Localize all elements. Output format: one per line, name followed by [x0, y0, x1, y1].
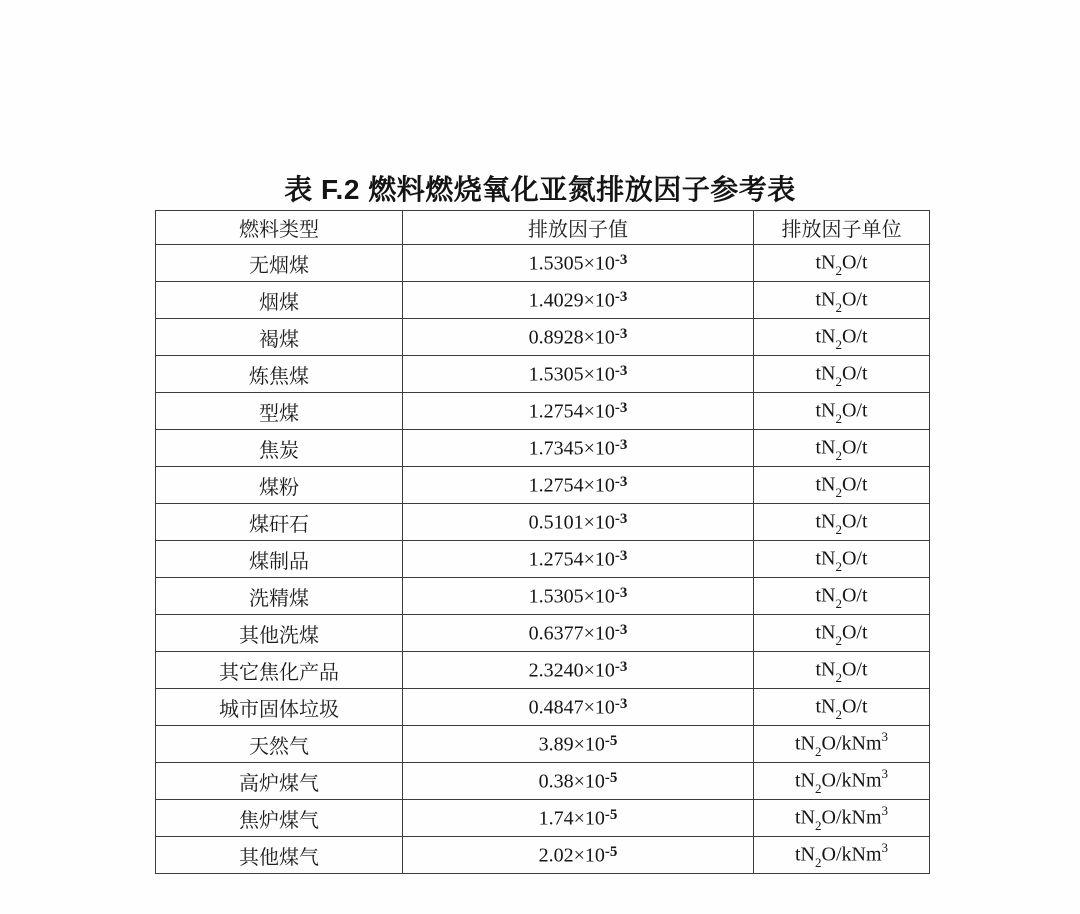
- fuel-type-cell: [156, 356, 403, 393]
- emission-value-cell: [403, 837, 754, 874]
- table-row: [156, 689, 930, 726]
- fuel-type-cell: [156, 837, 403, 874]
- unit-subscript: 2: [835, 707, 842, 723]
- emission-unit-cell: [754, 356, 930, 393]
- fuel-type-label: 焦炉煤气: [239, 809, 319, 832]
- table-row: [156, 652, 930, 689]
- unit-prefix: tN: [815, 362, 836, 385]
- unit-superscript: 3: [881, 765, 888, 781]
- unit-prefix: tN: [815, 473, 836, 496]
- emission-unit-cell: [754, 245, 930, 282]
- table-row: [156, 467, 930, 504]
- header-emission-value: 排放因子值: [403, 211, 754, 245]
- emission-value-exponent: -3: [614, 289, 628, 306]
- unit-prefix: tN: [815, 584, 836, 607]
- table-header: [156, 211, 930, 245]
- fuel-type-label: 其它焦化产品: [219, 661, 339, 684]
- emission-value-base: 0.38×10: [538, 770, 605, 793]
- unit-suffix: O/t: [841, 436, 868, 459]
- emission-value-cell: [403, 430, 754, 467]
- header-emission-unit: 排放因子单位: [754, 211, 930, 245]
- unit-subscript: 2: [835, 411, 842, 427]
- table-row: [156, 319, 930, 356]
- fuel-type-cell: [156, 652, 403, 689]
- unit-suffix: O/t: [841, 288, 868, 311]
- fuel-type-label: 煤矸石: [249, 513, 309, 536]
- unit-suffix: O/t: [841, 325, 868, 348]
- emission-unit-cell: [754, 282, 930, 319]
- fuel-type-label: 城市固体垃圾: [219, 698, 339, 721]
- fuel-type-cell: [156, 689, 403, 726]
- unit-prefix: tN: [795, 732, 815, 755]
- unit-suffix: O/kNm: [821, 843, 882, 866]
- unit-subscript: 2: [835, 633, 842, 649]
- unit-suffix: O/t: [841, 621, 868, 644]
- emission-value-cell: [403, 615, 754, 652]
- unit-subscript: 2: [815, 818, 822, 834]
- table-row: [156, 245, 930, 282]
- emission-value-base: 1.2754×10: [528, 548, 615, 571]
- emission-value-exponent: -3: [614, 585, 628, 602]
- fuel-type-label: 煤制品: [249, 550, 309, 573]
- emission-value-cell: [403, 652, 754, 689]
- emission-value-exponent: -3: [614, 437, 628, 454]
- emission-value-base: 1.74×10: [538, 807, 605, 830]
- emission-value-base: 0.6377×10: [528, 622, 615, 645]
- table-row: [156, 430, 930, 467]
- emission-value-exponent: -3: [614, 511, 628, 528]
- unit-subscript: 2: [835, 448, 842, 464]
- emission-unit-cell: [754, 578, 930, 615]
- fuel-type-label: 高炉煤气: [239, 772, 319, 795]
- table-row: [156, 504, 930, 541]
- unit-subscript: 2: [815, 744, 822, 760]
- unit-subscript: 2: [815, 855, 822, 871]
- unit-suffix: O/t: [841, 399, 868, 422]
- header-fuel-type: 燃料类型: [156, 211, 403, 245]
- table-row: [156, 615, 930, 652]
- unit-prefix: tN: [815, 658, 836, 681]
- emission-value-cell: [403, 726, 754, 763]
- emission-value-base: 1.5305×10: [528, 363, 615, 386]
- unit-suffix: O/t: [841, 658, 868, 681]
- fuel-type-cell: [156, 800, 403, 837]
- fuel-type-cell: [156, 245, 403, 282]
- emission-value-base: 1.2754×10: [528, 474, 615, 497]
- unit-suffix: O/kNm: [821, 806, 882, 829]
- fuel-type-label: 其他煤气: [239, 846, 319, 869]
- unit-prefix: tN: [815, 436, 836, 459]
- fuel-type-cell: [156, 319, 403, 356]
- table-row: [156, 837, 930, 874]
- unit-subscript: 2: [815, 781, 822, 797]
- emission-value-base: 0.4847×10: [528, 696, 615, 719]
- unit-subscript: 2: [835, 559, 842, 575]
- unit-prefix: tN: [815, 399, 836, 422]
- fuel-type-cell: [156, 393, 403, 430]
- table-title: 表 F.2 燃料燃烧氧化亚氮排放因子参考表: [284, 174, 796, 205]
- table-body: [156, 245, 930, 874]
- fuel-type-cell: [156, 282, 403, 319]
- unit-suffix: O/t: [841, 547, 868, 570]
- emission-unit-cell: [754, 726, 930, 763]
- unit-prefix: tN: [815, 621, 836, 644]
- emission-unit-cell: [754, 689, 930, 726]
- fuel-type-cell: [156, 541, 403, 578]
- fuel-type-label: 褐煤: [259, 328, 299, 351]
- table-row: [156, 393, 930, 430]
- emission-value-exponent: -3: [614, 474, 628, 491]
- emission-value-cell: [403, 393, 754, 430]
- unit-prefix: tN: [815, 288, 836, 311]
- emission-value-base: 1.2754×10: [528, 400, 615, 423]
- emission-value-base: 0.8928×10: [528, 326, 615, 349]
- emission-value-exponent: -5: [604, 770, 618, 787]
- emission-value-base: 1.4029×10: [528, 289, 615, 312]
- unit-prefix: tN: [795, 806, 815, 829]
- emission-value-exponent: -3: [614, 363, 628, 380]
- emission-value-base: 3.89×10: [538, 733, 605, 756]
- emission-unit-cell: [754, 541, 930, 578]
- emission-value-exponent: -3: [614, 548, 628, 565]
- unit-suffix: O/t: [841, 584, 868, 607]
- emission-value-cell: [403, 800, 754, 837]
- unit-superscript: 3: [881, 802, 888, 818]
- emission-value-base: 2.3240×10: [528, 659, 615, 682]
- emission-value-cell: [403, 578, 754, 615]
- unit-superscript: 3: [881, 728, 888, 744]
- header-row: [156, 211, 930, 245]
- emission-value-exponent: -3: [614, 252, 628, 269]
- unit-prefix: tN: [815, 695, 836, 718]
- unit-prefix: tN: [815, 325, 836, 348]
- emission-value-cell: [403, 504, 754, 541]
- fuel-type-label: 型煤: [259, 402, 299, 425]
- table-row: [156, 356, 930, 393]
- emission-unit-cell: [754, 430, 930, 467]
- emission-value-cell: [403, 467, 754, 504]
- emission-value-base: 1.5305×10: [528, 585, 615, 608]
- unit-subscript: 2: [835, 374, 842, 390]
- emission-value-base: 1.7345×10: [528, 437, 615, 460]
- unit-suffix: O/t: [841, 695, 868, 718]
- emission-value-base: 0.5101×10: [528, 511, 615, 534]
- emission-unit-cell: [754, 467, 930, 504]
- fuel-type-label: 其他洗煤: [239, 624, 319, 647]
- table-row: [156, 578, 930, 615]
- unit-prefix: tN: [815, 251, 836, 274]
- emission-unit-cell: [754, 763, 930, 800]
- fuel-type-cell: [156, 615, 403, 652]
- emission-value-exponent: -3: [614, 400, 628, 417]
- emission-value-base: 1.5305×10: [528, 252, 615, 275]
- emission-value-cell: [403, 541, 754, 578]
- fuel-type-cell: [156, 430, 403, 467]
- emission-unit-cell: [754, 319, 930, 356]
- unit-prefix: tN: [815, 547, 836, 570]
- fuel-type-cell: [156, 726, 403, 763]
- emission-value-exponent: -3: [614, 696, 628, 713]
- fuel-type-cell: [156, 578, 403, 615]
- emission-unit-cell: [754, 393, 930, 430]
- emission-factor-table: [155, 210, 930, 874]
- emission-value-cell: [403, 245, 754, 282]
- fuel-type-label: 炼焦煤: [249, 365, 309, 388]
- unit-suffix: O/t: [841, 510, 868, 533]
- unit-subscript: 2: [835, 596, 842, 612]
- unit-suffix: O/kNm: [821, 732, 882, 755]
- emission-value-exponent: -3: [614, 659, 628, 676]
- fuel-type-label: 天然气: [249, 735, 309, 758]
- unit-subscript: 2: [835, 337, 842, 353]
- emission-value-exponent: -5: [604, 844, 618, 861]
- emission-value-cell: [403, 689, 754, 726]
- unit-subscript: 2: [835, 263, 842, 279]
- unit-prefix: tN: [795, 843, 815, 866]
- fuel-type-cell: [156, 763, 403, 800]
- emission-unit-cell: [754, 615, 930, 652]
- emission-value-exponent: -5: [604, 733, 618, 750]
- emission-unit-cell: [754, 504, 930, 541]
- emission-value-cell: [403, 763, 754, 800]
- emission-unit-cell: [754, 800, 930, 837]
- fuel-type-label: 煤粉: [259, 476, 299, 499]
- table-row: [156, 541, 930, 578]
- unit-subscript: 2: [835, 522, 842, 538]
- unit-prefix: tN: [795, 769, 815, 792]
- table-row: [156, 763, 930, 800]
- unit-prefix: tN: [815, 510, 836, 533]
- unit-suffix: O/t: [841, 473, 868, 496]
- unit-superscript: 3: [881, 839, 888, 855]
- fuel-type-cell: [156, 467, 403, 504]
- emission-unit-cell: [754, 652, 930, 689]
- unit-suffix: O/t: [841, 362, 868, 385]
- fuel-type-cell: [156, 504, 403, 541]
- unit-suffix: O/kNm: [821, 769, 882, 792]
- unit-subscript: 2: [835, 300, 842, 316]
- unit-subscript: 2: [835, 485, 842, 501]
- table-row: [156, 726, 930, 763]
- unit-subscript: 2: [835, 670, 842, 686]
- emission-value-exponent: -3: [614, 326, 628, 343]
- fuel-type-label: 洗精煤: [249, 587, 309, 610]
- table-row: [156, 282, 930, 319]
- unit-suffix: O/t: [841, 251, 868, 274]
- emission-unit-cell: [754, 837, 930, 874]
- fuel-type-label: 无烟煤: [249, 254, 309, 277]
- emission-value-exponent: -5: [604, 807, 618, 824]
- table-row: [156, 800, 930, 837]
- fuel-type-label: 焦炭: [259, 439, 299, 462]
- fuel-type-label: 烟煤: [259, 291, 299, 314]
- emission-value-cell: [403, 356, 754, 393]
- emission-value-cell: [403, 319, 754, 356]
- emission-value-cell: [403, 282, 754, 319]
- emission-value-base: 2.02×10: [538, 844, 605, 867]
- emission-value-exponent: -3: [614, 622, 628, 639]
